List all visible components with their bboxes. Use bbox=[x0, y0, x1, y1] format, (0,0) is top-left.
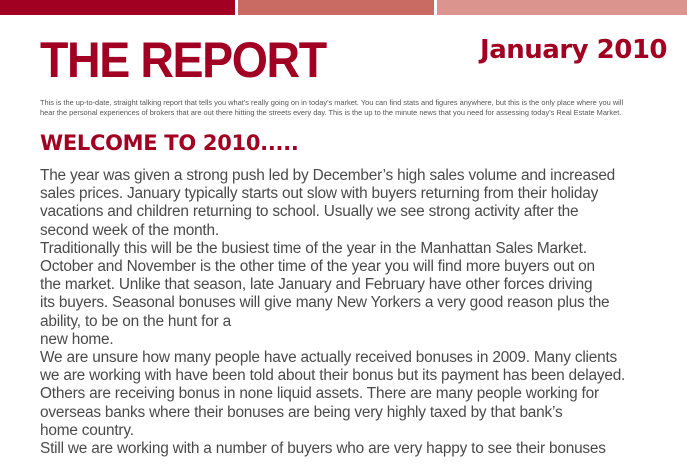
article-body bbox=[40, 167, 685, 458]
header-color-bar-light bbox=[437, 0, 687, 15]
article-line: ability, to be on the hunt for a bbox=[40, 312, 231, 330]
article-line: We are unsure how many people have actually received bonuses in 2009. Many clients bbox=[40, 349, 618, 367]
article-line: Others are receiving bonus in none liquid assets. There are many people working for bbox=[40, 385, 599, 403]
article-line: Still we are working with a number of buyers who are very happy to see their bonuses bbox=[40, 440, 606, 458]
intro-line: hear the personal experiences of brokers that are out there hitting the streets every day. This is the up to the minute news that you need for assessing today’s Real Estate Market. bbox=[40, 108, 622, 117]
section-heading: WELCOME TO 2010..... bbox=[40, 131, 299, 155]
article-line: The year was given a strong push led by December’s high sales volume and increased bbox=[40, 167, 616, 184]
article-line: Traditionally this will be the busiest time of the year in the Manhattan Sales Market. bbox=[40, 239, 587, 257]
article-line: second week of the month. bbox=[40, 221, 219, 239]
article-line: new home. bbox=[40, 330, 114, 348]
article-line: October and November is the other time of the year you will find more buyers out on bbox=[40, 258, 595, 276]
intro-blurb bbox=[40, 98, 680, 118]
article-line: its buyers. Seasonal bonuses will give many New Yorkers a very good reason plus the bbox=[40, 294, 610, 312]
article-line: we are working with have been told about their bonus but its payment has been delayed. bbox=[40, 367, 626, 385]
report-title: THE REPORT bbox=[40, 32, 326, 88]
intro-line: This is the up-to-date, straight talking report that tells you what’s really going on in today’s market. You can find stats and figures anywhere, but this is the only place where you will bbox=[40, 98, 624, 107]
article-line: overseas banks where their bonuses are being very highly taxed by that bank’s bbox=[40, 403, 563, 421]
header-color-bar-dark bbox=[0, 0, 235, 15]
article-line: home country. bbox=[40, 421, 134, 439]
article-line: vacations and children returning to school. Usually we see strong activity after the bbox=[40, 203, 579, 221]
issue-date: January 2010 bbox=[480, 35, 667, 65]
article-line: the market. Unlike that season, late January and February have other forces driving bbox=[40, 276, 593, 294]
header-color-bar-medium bbox=[238, 0, 434, 15]
article-line: sales prices. January typically starts out slow with buyers returning from their holiday bbox=[40, 185, 599, 203]
